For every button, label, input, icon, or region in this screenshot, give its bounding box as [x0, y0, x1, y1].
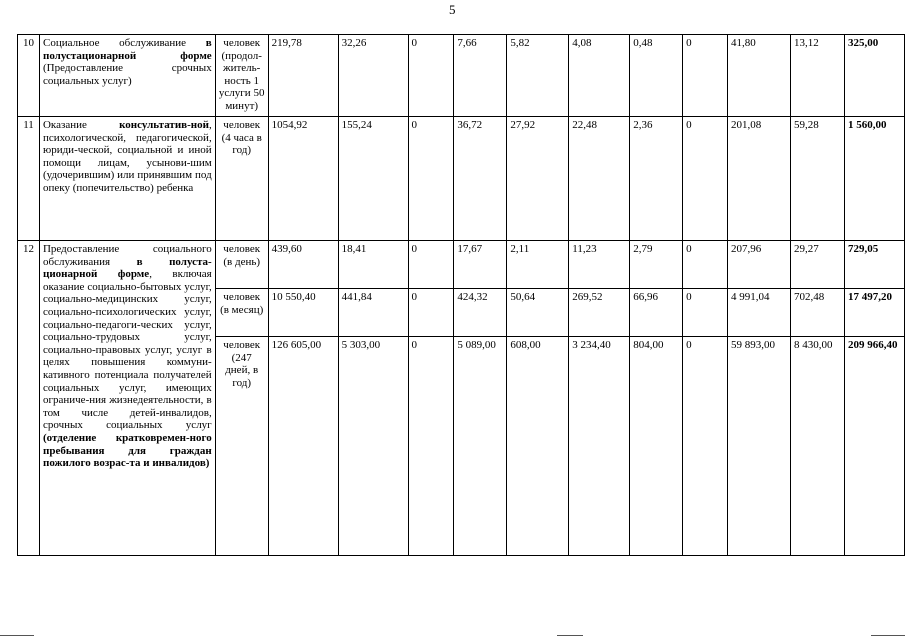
row-number: 12 [18, 241, 40, 556]
cost-value: 36,72 [454, 117, 507, 241]
cost-value: 439,60 [268, 241, 338, 289]
cost-value: 29,27 [790, 241, 844, 289]
cost-value: 59,28 [790, 117, 844, 241]
table-row [18, 35, 905, 117]
cost-value: 702,48 [790, 289, 844, 337]
cost-value: 0 [408, 337, 454, 556]
cost-value: 804,00 [630, 337, 683, 556]
cost-value: 27,92 [507, 117, 569, 241]
cost-value: 8 430,00 [790, 337, 844, 556]
total-cost: 729,05 [844, 241, 904, 289]
cost-value: 7,66 [454, 35, 507, 117]
service-description [39, 35, 215, 117]
cost-value: 22,48 [569, 117, 630, 241]
cost-value: 0 [683, 117, 728, 241]
cost-value: 269,52 [569, 289, 630, 337]
cost-value: 5 089,00 [454, 337, 507, 556]
total-cost: 325,00 [844, 35, 904, 117]
description-fragment: консультатив-ной [119, 119, 209, 131]
unit-of-service: человек (4 часа в год) [215, 117, 268, 241]
service-description [39, 117, 215, 241]
cost-value: 126 605,00 [268, 337, 338, 556]
table-row [18, 241, 905, 289]
unit-of-service: человек (в день) [215, 241, 268, 289]
total-cost: 1 560,00 [844, 117, 904, 241]
description-fragment: (Предоставление срочных социальных услуг) [42, 62, 212, 87]
cost-value: 18,41 [338, 241, 408, 289]
cost-value: 0 [408, 117, 454, 241]
total-cost: 209 966,40 [844, 337, 904, 556]
scan-edge-left [0, 635, 34, 636]
cost-value: 0 [408, 241, 454, 289]
cost-value: 441,84 [338, 289, 408, 337]
cost-value: 207,96 [728, 241, 791, 289]
cost-value: 424,32 [454, 289, 507, 337]
unit-of-service: человек (продол-житель-ность 1 услуги 50 минут) [215, 35, 268, 117]
unit-of-service: человек (247 дней, в год) [215, 337, 268, 556]
page-number: 5 [449, 2, 456, 17]
service-description [39, 241, 215, 556]
tariff-table [17, 34, 905, 556]
description-fragment: Социальное обслуживание [42, 37, 206, 49]
cost-value: 155,24 [338, 117, 408, 241]
cost-value: 0 [683, 35, 728, 117]
cost-value: 32,26 [338, 35, 408, 117]
cost-value: 219,78 [268, 35, 338, 117]
scan-edge-right [871, 635, 905, 636]
cost-value: 4,08 [569, 35, 630, 117]
cost-value: 2,36 [630, 117, 683, 241]
description-fragment: , включая оказание социально-бытовых услуг, социально-медицинских услуг, социально-психологических услуг, социально-педагоги-ческих услуг, социально-трудовых услуг, социально-правовых услуг, услуг в целях повышения коммуни-кативного потенциала получателей социальных услуг, имеющих ограниче-ния жизнедеятельности, в том числе детей-инвалидов, срочных социальных услуг [42, 268, 212, 432]
cost-value: 0,48 [630, 35, 683, 117]
cost-value: 0 [683, 241, 728, 289]
cost-value: 17,67 [454, 241, 507, 289]
description-fragment: (отделение кратковремен-ного пребывания для граждан пожилого возрас-та и инвалидов) [42, 431, 212, 470]
cost-value: 13,12 [790, 35, 844, 117]
cost-value: 0 [408, 289, 454, 337]
cost-value: 59 893,00 [728, 337, 791, 556]
cost-value: 5,82 [507, 35, 569, 117]
cost-value: 1054,92 [268, 117, 338, 241]
description-fragment: в полустационарной форме [42, 37, 212, 62]
cost-value: 2,11 [507, 241, 569, 289]
cost-value: 608,00 [507, 337, 569, 556]
cost-value: 50,64 [507, 289, 569, 337]
unit-of-service: человек (в месяц) [215, 289, 268, 337]
cost-value: 201,08 [728, 117, 791, 241]
description-fragment: , психологической, педагогической, юриди-ческой, социальной и иной помощи лицам, усынови-шим (удочерившим) или принявшим под опеку (попечительство) ребенка [42, 119, 212, 194]
cost-value: 0 [683, 289, 728, 337]
cost-value: 4 991,04 [728, 289, 791, 337]
description-fragment: Оказание [42, 119, 120, 131]
cost-value: 11,23 [569, 241, 630, 289]
row-number: 10 [18, 35, 40, 117]
cost-value: 41,80 [728, 35, 791, 117]
cost-value: 5 303,00 [338, 337, 408, 556]
row-number: 11 [18, 117, 40, 241]
description-fragment: Предоставление социального обслуживания [42, 243, 212, 268]
cost-value: 3 234,40 [569, 337, 630, 556]
cost-value: 10 550,40 [268, 289, 338, 337]
cost-value: 2,79 [630, 241, 683, 289]
scan-edge-mid [557, 635, 583, 636]
description-fragment: в полуста-ционарной форме [42, 255, 212, 281]
total-cost: 17 497,20 [844, 289, 904, 337]
table-row [18, 117, 905, 241]
cost-value: 66,96 [630, 289, 683, 337]
cost-value: 0 [408, 35, 454, 117]
cost-value: 0 [683, 337, 728, 556]
